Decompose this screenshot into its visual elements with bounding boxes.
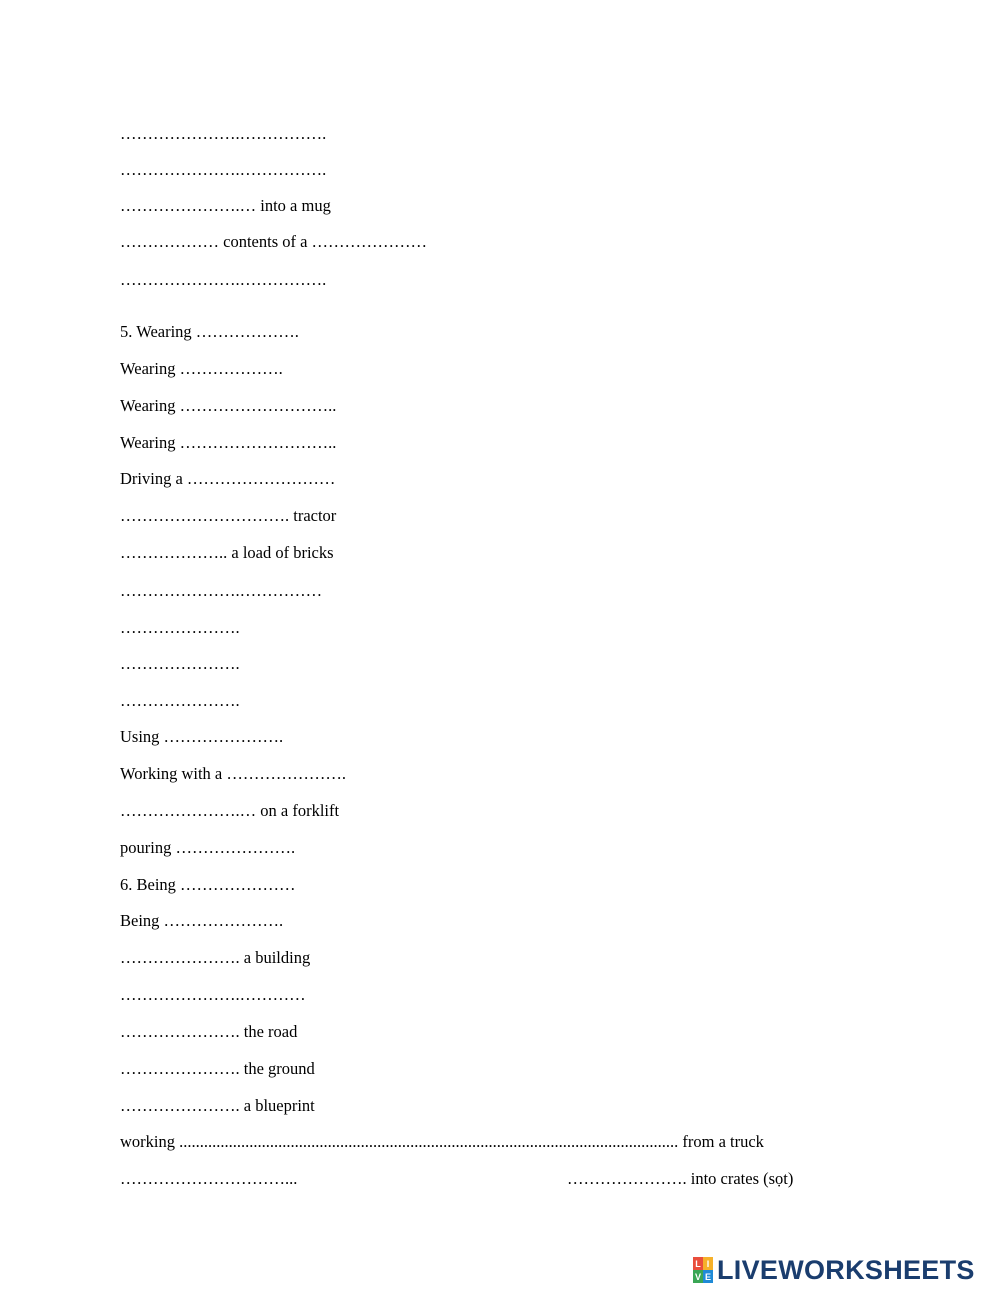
worksheet-line-12: ……………….. a load of bricks	[120, 543, 334, 562]
worksheet-line-3: ………………….… into a mug	[120, 196, 331, 215]
worksheet-line-15: ………………….	[120, 654, 240, 673]
worksheet-line-7: Wearing ……………….	[120, 359, 283, 378]
worksheet-line-22: Being ………………….	[120, 911, 284, 930]
worksheet-line-24: ………………….…………	[120, 985, 306, 1004]
worksheet-line-14: ………………….	[120, 618, 240, 637]
worksheet-line-25: …………………. the road	[120, 1022, 298, 1041]
worksheet-line-4: ……………… contents of a …………………	[120, 232, 428, 251]
logo-letter-e: E	[704, 1271, 711, 1282]
section-5-heading: 5. Wearing ……………….	[120, 322, 299, 341]
worksheet-line-20: pouring ………………….	[120, 838, 296, 857]
worksheet-line-18: Working with a ………………….	[120, 764, 346, 783]
logo-letter-i: I	[703, 1257, 713, 1270]
section-6-heading: 6. Being …………………	[120, 875, 296, 894]
worksheet-line-29-right: …………………. into crates (sọt)	[567, 1169, 794, 1188]
worksheet-line-23: …………………. a building	[120, 948, 311, 967]
worksheet-line-27: …………………. a blueprint	[120, 1096, 315, 1115]
worksheet-line-9: Wearing ………………………..	[120, 433, 337, 452]
worksheet-line-2: ………………….…………….	[120, 160, 327, 179]
worksheet-line-8: Wearing ………………………..	[120, 396, 337, 415]
worksheet-line-28: working ......................................................................................................................... from a truck	[120, 1132, 764, 1151]
worksheet-line-1: ………………….…………….	[120, 124, 327, 143]
liveworksheets-logo	[693, 1254, 975, 1286]
worksheet-line-17: Using ………………….	[120, 727, 284, 746]
worksheet-line-19: ………………….… on a forklift	[120, 801, 340, 820]
worksheet-line-26: …………………. the ground	[120, 1059, 315, 1078]
worksheet-line-16: ………………….	[120, 691, 240, 710]
logo-text: LIVEWORKSHEETS	[717, 1254, 975, 1285]
worksheet-line-5: ………………….…………….	[120, 270, 327, 289]
logo-letter-l: L	[693, 1257, 703, 1270]
worksheet-line-10: Driving a ………………………	[120, 469, 336, 488]
worksheet-line-11: …………………………. tractor	[120, 506, 337, 525]
worksheet-line-29: …………………………...	[120, 1169, 298, 1188]
logo-letter-v: V	[694, 1271, 701, 1282]
liveworksheets-logo-icon	[693, 1257, 713, 1283]
worksheet-line-13: ………………….……………	[120, 581, 323, 600]
